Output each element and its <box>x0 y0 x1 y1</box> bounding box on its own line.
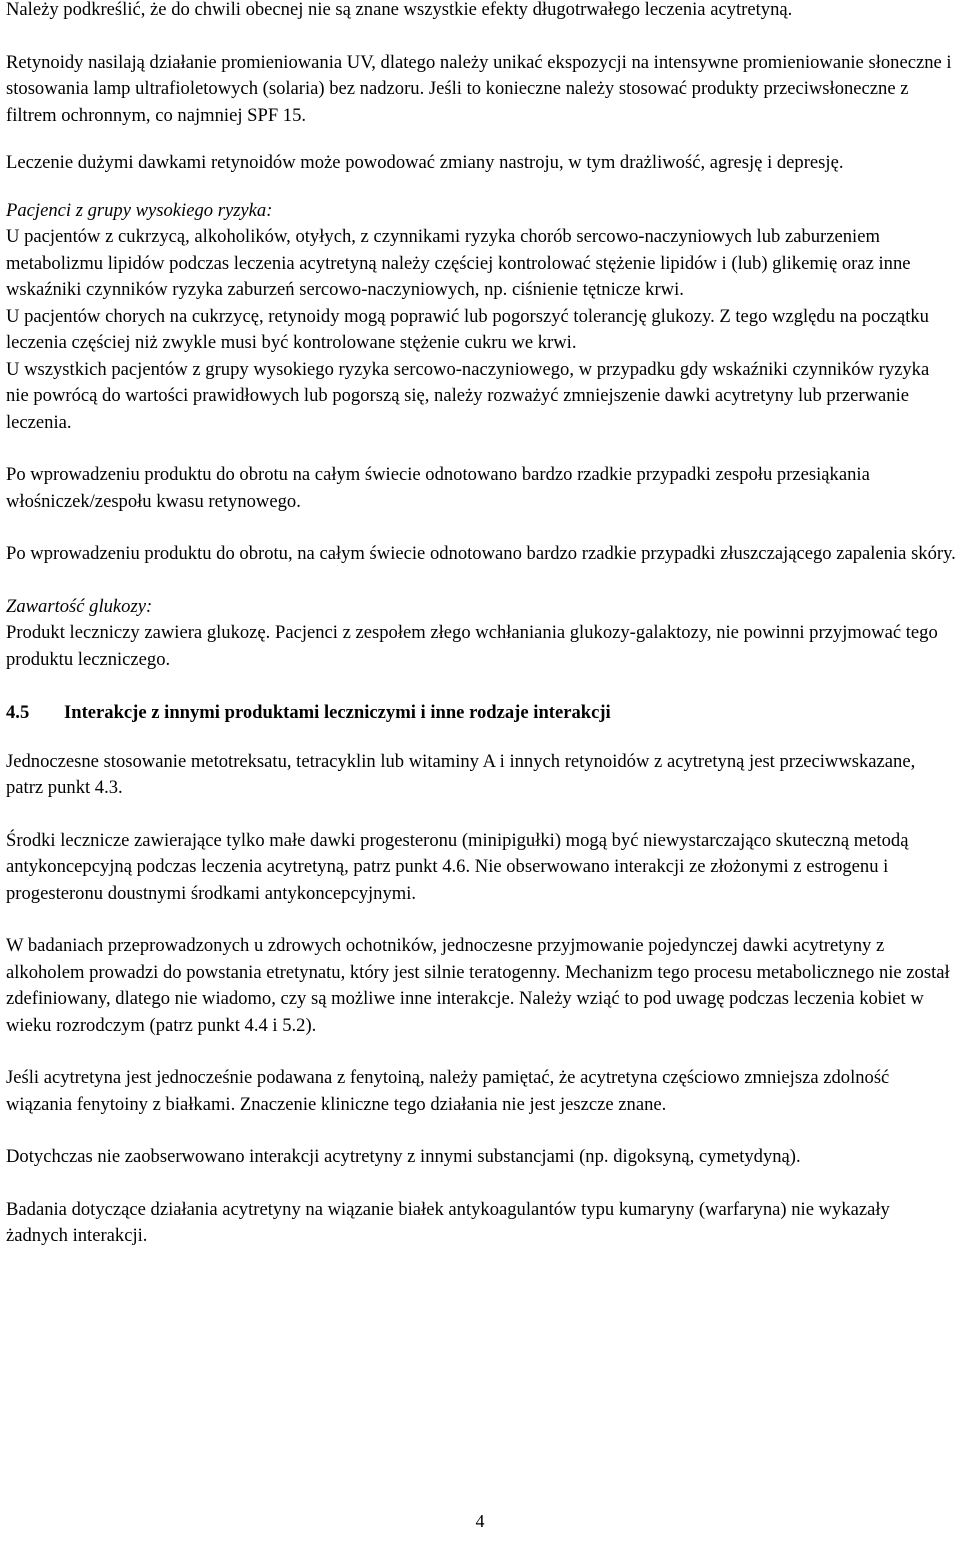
paragraph-phenytoin: Jeśli acytretyna jest jednocześnie podawana z fenytoiną, należy pamiętać, że acytretyna częściowo zmniejsza zdolność wiązania fenytoiny z białkami. Znaczenie kliniczne tego działania nie jest jeszcze znane. <box>6 1067 890 1115</box>
paragraph-mood-changes: Leczenie dużymi dawkami retynoidów może powodować zmiany nastroju, w tym drażliwość, agresję i depresję. <box>6 152 844 173</box>
paragraph-capillary-leak: Po wprowadzeniu produktu do obrotu na całym świecie odnotowano bardzo rzadkie przypadki zespołu przesiąkania włośniczek/zespołu kwasu retynowego. <box>6 464 870 512</box>
page-number: 4 <box>475 1511 485 1531</box>
paragraph-progesterone-contraception: Środki lecznicze zawierające tylko małe dawki progesteronu (minipigułki) mogą być niewystarczająco skuteczną metodą antykoncepcyjną podczas leczenia acytretyną, patrz punkt 4.6. Nie obserwowano interakcji ze złożonymi z estrogenu i progesteronu doustnymi środkami antykoncepcyjnymi. <box>6 829 909 904</box>
document-page <box>6 0 956 1250</box>
paragraph-glucose-content: Produkt leczniczy zawiera glukozę. Pacjenci z zespołem złego wchłaniania glukozy-galaktozy, nie powinni przyjmować tego produktu leczniczego. <box>6 622 938 670</box>
subheading-high-risk-patients: Pacjenci z grupy wysokiego ryzyka: <box>6 199 273 221</box>
paragraph-other-substances: Dotychczas nie zaobserwowano interakcji acytretyny z innymi substancjami (np. digoksyną, cymetydyną). <box>6 1146 801 1167</box>
paragraph-coumarin-anticoagulants: Badania dotyczące działania acytretyny na wiązanie białek antykoagulantów typu kumaryny (warfaryna) nie wykazały żadnych interakcji. <box>6 1198 890 1246</box>
section-heading <box>6 700 956 727</box>
paragraph-long-term-effects: Należy podkreślić, że do chwili obecnej nie są znane wszystkie efekty długotrwałego leczenia acytretyną. <box>6 0 793 20</box>
paragraph-exfoliative-dermatitis: Po wprowadzeniu produktu do obrotu, na całym świecie odnotowano bardzo rzadkie przypadki złuszczającego zapalenia skóry. <box>6 543 956 564</box>
paragraph-diabetes-glucose: U pacjentów chorych na cukrzycę, retynoidy mogą poprawić lub pogorszyć tolerancję glukozy. Z tego względu na początku leczenia częściej niż zwykle musi być kontrolowane stężenie cukru we krwi. <box>6 305 929 353</box>
paragraph-contraindicated-combinations: Jednoczesne stosowanie metotreksatu, tetracyklin lub witaminy A i innych retynoidów z acytretyną jest przeciwwskazane, patrz punkt 4.3. <box>6 750 916 798</box>
paragraph-cardiovascular-risk: U wszystkich pacjentów z grupy wysokiego ryzyka sercowo-naczyniowego, w przypadku gdy wskaźniki czynników ryzyka nie powrócą do wartości prawidłowych lub pogorszą się, należy rozważyć zmniejszenie dawki acytretyny lub przerwanie leczenia. <box>6 358 930 433</box>
paragraph-alcohol-etretinate: W badaniach przeprowadzonych u zdrowych ochotników, jednoczesne przyjmowanie pojedynczej dawki acytretyny z alkoholem prowadzi do powstania etretynatu, który jest silnie teratogenny. Mechanizm tego procesu metabolicznego nie został zdefiniowany, dlatego nie wiadomo, czy są możliwe inne interakcje. Należy wziąć to pod uwagę podczas leczenia kobiet w wieku rozrodczym (patrz punkt 4.4 i 5.2). <box>6 935 950 1036</box>
section-title: Interakcje z innymi produktami leczniczymi i inne rodzaje interakcji <box>64 702 611 723</box>
section-number: 4.5 <box>6 702 30 723</box>
paragraph-uv-radiation: Retynoidy nasilają działanie promieniowania UV, dlatego należy unikać ekspozycji na intensywne promieniowanie słoneczne i stosowania lamp ultrafioletowych (solaria) bez nadzoru. Jeśli to konieczne należy stosować produkty przeciwsłoneczne z filtrem ochronnym, co najmniej SPF 15. <box>6 51 952 126</box>
paragraph-high-risk-monitoring: U pacjentów z cukrzycą, alkoholików, otyłych, z czynnikami ryzyka chorób sercowo-naczyniowych lub zaburzeniem metabolizmu lipidów podczas leczenia acytretyną należy częściej kontrolować stężenie lipidów i (lub) glikemię oraz inne wskaźniki czynników ryzyka zaburzeń sercowo-naczyniowych, np. ciśnienie tętnicze krwi. <box>6 226 911 300</box>
subheading-glucose-content: Zawartość glukozy: <box>6 595 153 617</box>
